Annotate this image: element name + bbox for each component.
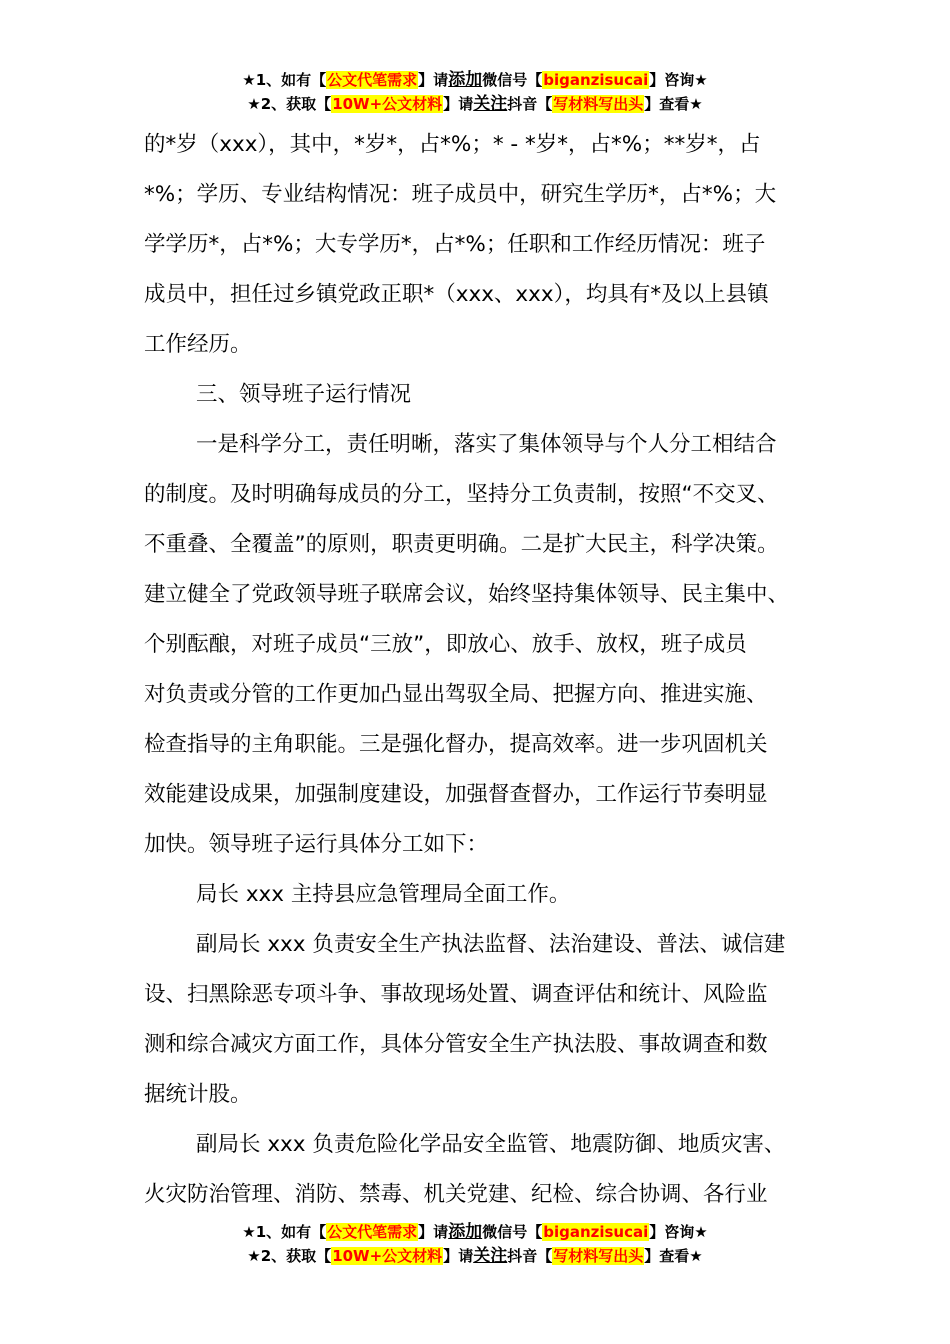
text-line: 加快。领导班子运行具体分工如下： <box>144 832 489 857</box>
highlight-materials: 10W+公文材料 <box>332 95 443 113</box>
text-line: 学学历*，占*%；大专学历*，占*%；任职和工作经历情况：班子 <box>144 232 766 257</box>
text-line: 一是科学分工，责任明晰，落实了集体领导与个人分工相结合 <box>196 432 777 457</box>
text-line: 局长 xxx 主持县应急管理局全面工作。 <box>196 882 571 907</box>
footer-banner <box>0 1220 950 1268</box>
text-line: 三、领导班子运行情况 <box>196 382 412 407</box>
star-icon: ★ <box>694 71 708 89</box>
highlight-service: 公文代笔需求 <box>327 71 418 89</box>
text-line: 测和综合减灾方面工作，具体分管安全生产执法股、事故调查和数 <box>144 1032 768 1057</box>
text-line: 副局长 xxx 负责安全生产执法监督、法治建设、普法、诚信建 <box>196 932 786 957</box>
document-body <box>144 120 808 1220</box>
text-line: 检查指导的主角职能。三是强化督办，提高效率。进一步巩固机关 <box>144 732 768 757</box>
text-line: 副局长 xxx 负责危险化学品安全监管、地震防御、地质灾害、 <box>196 1132 786 1157</box>
banner-line-2: ★2、获取【10W+公文材料】请关注抖音【写材料写出头】查看★ <box>247 1246 703 1266</box>
star-icon: ★ <box>247 95 261 113</box>
text-line: 工作经历。 <box>144 332 252 357</box>
star-icon: ★ <box>247 1247 261 1265</box>
star-icon: ★ <box>242 71 256 89</box>
banner-line-2: ★2、获取【10W+公文材料】请关注抖音【写材料写出头】查看★ <box>247 94 703 114</box>
text-line: 据统计股。 <box>144 1082 252 1107</box>
highlight-service: 公文代笔需求 <box>327 1223 418 1241</box>
text-line: 建立健全了党政领导班子联席会议，始终坚持集体领导、民主集中、 <box>144 582 790 607</box>
text-line: 火灾防治管理、消防、禁毒、机关党建、纪检、综合协调、各行业 <box>144 1182 768 1207</box>
star-icon: ★ <box>242 1223 256 1241</box>
highlight-wechat-id: biganzisucai <box>543 1223 649 1241</box>
text-line: 设、扫黑除恶专项斗争、事故现场处置、调查评估和统计、风险监 <box>144 982 768 1007</box>
text-line: 的*岁（xxx），其中，*岁*，占*%；* - *岁*，占*%；**岁*，占 <box>144 132 761 157</box>
highlight-douyin: 写材料写出头 <box>553 95 644 113</box>
text-line: 个别酝酿，对班子成员“三放”，即放心、放手、放权，班子成员 <box>144 632 747 657</box>
banner-line-1: ★1、如有【公文代笔需求】请添加微信号【biganzisucai】咨询★ <box>242 1222 708 1242</box>
text-line: 的制度。及时明确每成员的分工，坚持分工负责制，按照“不交叉、 <box>144 482 779 507</box>
text-line: 对负责或分管的工作更加凸显出驾驭全局、把握方向、推进实施、 <box>144 682 768 707</box>
banner-line-1: ★1、如有【公文代笔需求】请添加微信号【biganzisucai】咨询★ <box>242 70 708 90</box>
text-line: 成员中，担任过乡镇党政正职*（xxx、xxx），均具有*及以上县镇 <box>144 282 769 307</box>
text-line: *%；学历、专业结构情况：班子成员中，研究生学历*，占*%；大 <box>144 182 777 207</box>
highlight-wechat-id: biganzisucai <box>543 71 649 89</box>
star-icon: ★ <box>689 1247 703 1265</box>
header-banner <box>0 68 950 116</box>
highlight-materials: 10W+公文材料 <box>332 1247 443 1265</box>
star-icon: ★ <box>694 1223 708 1241</box>
text-line: 效能建设成果，加强制度建设，加强督查督办，工作运行节奏明显 <box>144 782 768 807</box>
star-icon: ★ <box>689 95 703 113</box>
highlight-douyin: 写材料写出头 <box>553 1247 644 1265</box>
text-line: 不重叠、全覆盖”的原则，职责更明确。二是扩大民主，科学决策。 <box>144 532 779 557</box>
